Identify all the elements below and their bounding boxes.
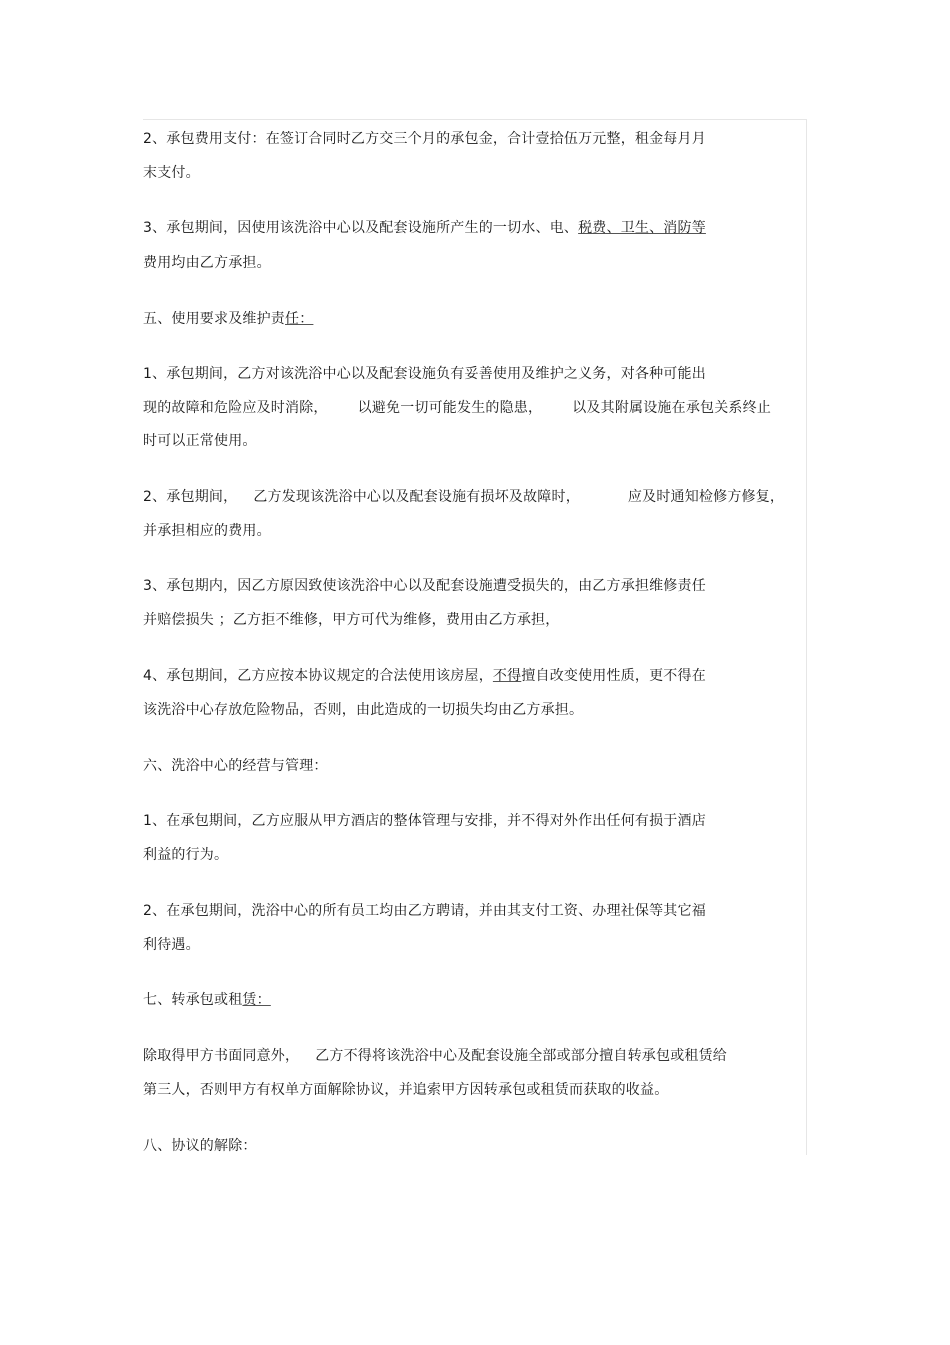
text-line: 并承担相应的费用。: [143, 523, 271, 539]
text-line: 费用均由乙方承担。: [143, 255, 271, 271]
text-line: 2、承包费用支付：在签订合同时乙方交三个月的承包金，合计壹拾伍万元整，租金每月月: [143, 131, 706, 147]
section-heading: 五、使用要求及维护责任：: [143, 311, 314, 327]
text-line: 利待遇。: [143, 937, 200, 953]
text-line: 第三人，否则甲方有权单方面解除协议，并追索甲方因转承包或租赁而获取的收益。: [143, 1082, 669, 1098]
text-line: 3、承包期间，因使用该洗浴中心以及配套设施所产生的一切水、电、税费、卫生、消防等: [143, 220, 706, 236]
section-heading: 八、协议的解除：: [143, 1138, 257, 1154]
text-line: 末支付。: [143, 165, 200, 181]
section-heading: 七、转承包或租赁：: [143, 992, 271, 1008]
text-line: 时可以正常使用。: [143, 433, 257, 449]
text-line: 现的故障和危险应及时消除， 以避免一切可能发生的隐患， 以及其附属设施在承包关系终止: [143, 400, 772, 416]
text-line: 该洗浴中心存放危险物品，否则，由此造成的一切损失均由乙方承担。: [143, 702, 584, 718]
text-line: 1、承包期间，乙方对该洗浴中心以及配套设施负有妥善使用及维护之义务，对各种可能出: [143, 366, 706, 382]
text-line: 2、在承包期间，洗浴中心的所有员工均由乙方聘请，并由其支付工资、办理社保等其它福: [143, 903, 706, 919]
text-line: 1、在承包期间，乙方应服从甲方酒店的整体管理与安排，并不得对外作出任何有损于酒店: [143, 813, 706, 829]
section-heading: 六、洗浴中心的经营与管理：: [143, 758, 328, 774]
text-line: 2、承包期间， 乙方发现该洗浴中心以及配套设施有损坏及故障时， 应及时通知检修方修复，: [143, 489, 785, 505]
text-line: 利益的行为。: [143, 847, 229, 863]
text-line: 3、承包期内，因乙方原因致使该洗浴中心以及配套设施遭受损失的，由乙方承担维修责任: [143, 578, 706, 594]
text-line: 除取得甲方书面同意外， 乙方不得将该洗浴中心及配套设施全部或部分擅自转承包或租赁给: [143, 1048, 728, 1064]
text-line: 并赔偿损失 ；乙方拒不维修，甲方可代为维修，费用由乙方承担，: [143, 612, 560, 628]
text-line: 4、承包期间，乙方应按本协议规定的合法使用该房屋，不得擅自改变使用性质，更不得在: [143, 668, 706, 684]
